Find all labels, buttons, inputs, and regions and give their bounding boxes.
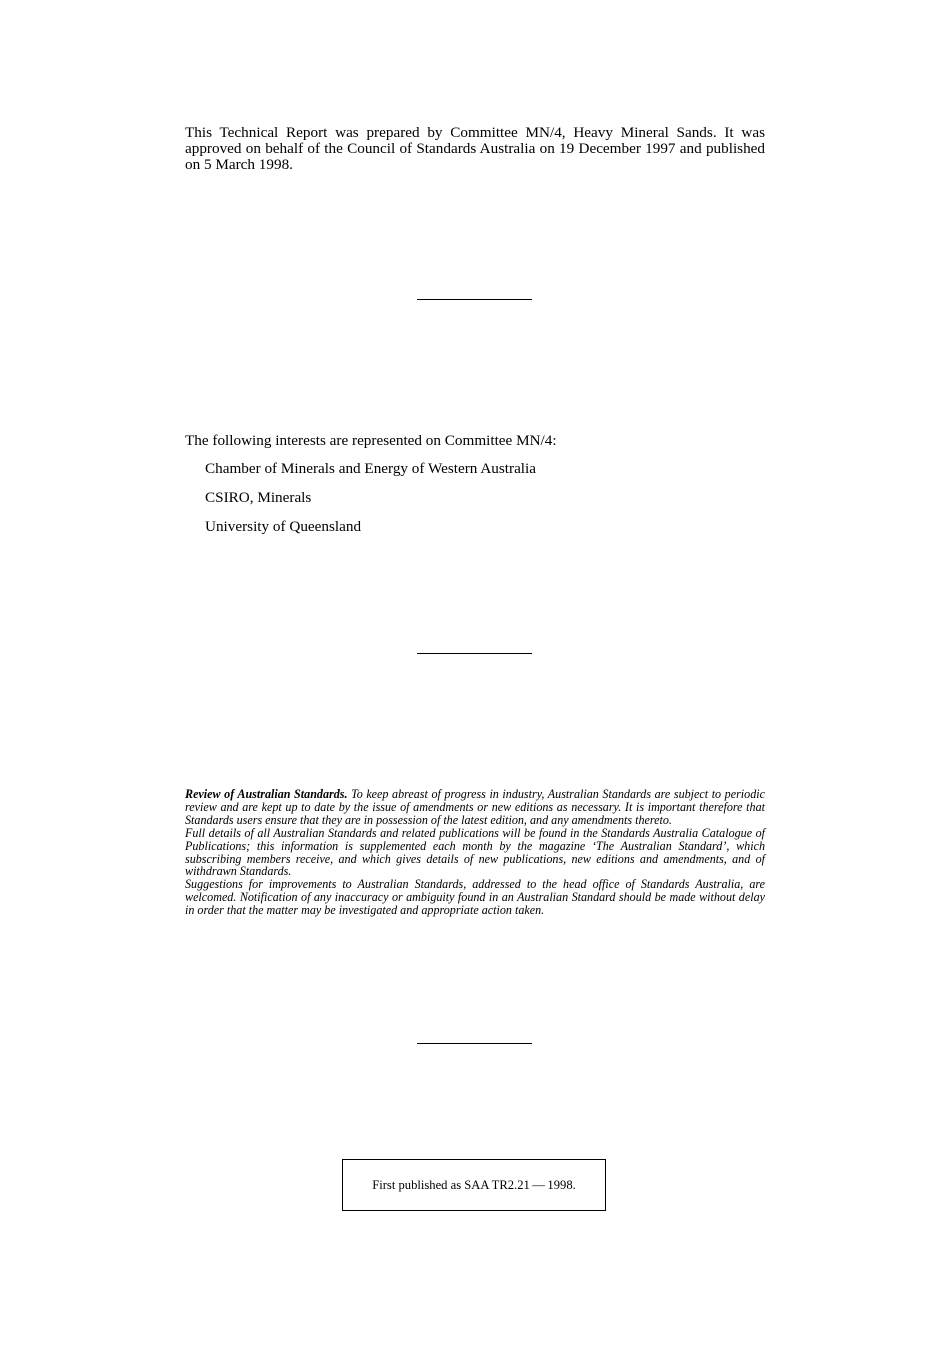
committee-interests-heading: The following interests are represented on Committee MN/4: [185, 432, 557, 449]
committee-interest-item: University of Queensland [205, 518, 362, 535]
review-paragraph-3: Suggestions for improvements to Australian Standards, addressed to the head office of Standards Australia, are welcomed. Notification of any inaccuracy or ambiguity found in an Australian Standard should be made without delay in order that the matter may be investigated and appropriate action taken. [185, 877, 765, 918]
section-divider [417, 653, 532, 654]
review-text: To keep abreast of progress in industry, Australian Standards are subject to periodic review and are kept up to date by the issue of amendments or new editions as necessary. It is important therefore that Standards users ensure that they are in possession of the latest edition, and any amendments thereto. [185, 787, 765, 827]
preparation-note: This Technical Report was prepared by Committee MN/4, Heavy Mineral Sands. It was approved on behalf of the Council of Standards Australia on 19 December 1997 and published on 5 March 1998. [185, 124, 765, 173]
committee-interest-item: CSIRO, Minerals [205, 489, 312, 506]
section-divider [417, 1043, 532, 1044]
section-divider [417, 299, 532, 300]
review-notice [185, 788, 765, 917]
publication-history-text: First published as SAA TR2.21 — 1998. [372, 1177, 576, 1192]
review-paragraph-2: Full details of all Australian Standards and related publications will be found in the Standards Australia Catalogue of Publications; this information is supplemented each month by the magazine ‘The Australian Standard’, which subscribing members receive, and which gives details of new publications, new editions and amendments, and of withdrawn Standards. [185, 825, 765, 879]
review-title: Review of Australian Standards. [185, 787, 348, 801]
committee-interest-item: Chamber of Minerals and Energy of Western Australia [205, 460, 536, 477]
publication-history-box [342, 1159, 606, 1211]
review-paragraph-1 [185, 788, 765, 827]
